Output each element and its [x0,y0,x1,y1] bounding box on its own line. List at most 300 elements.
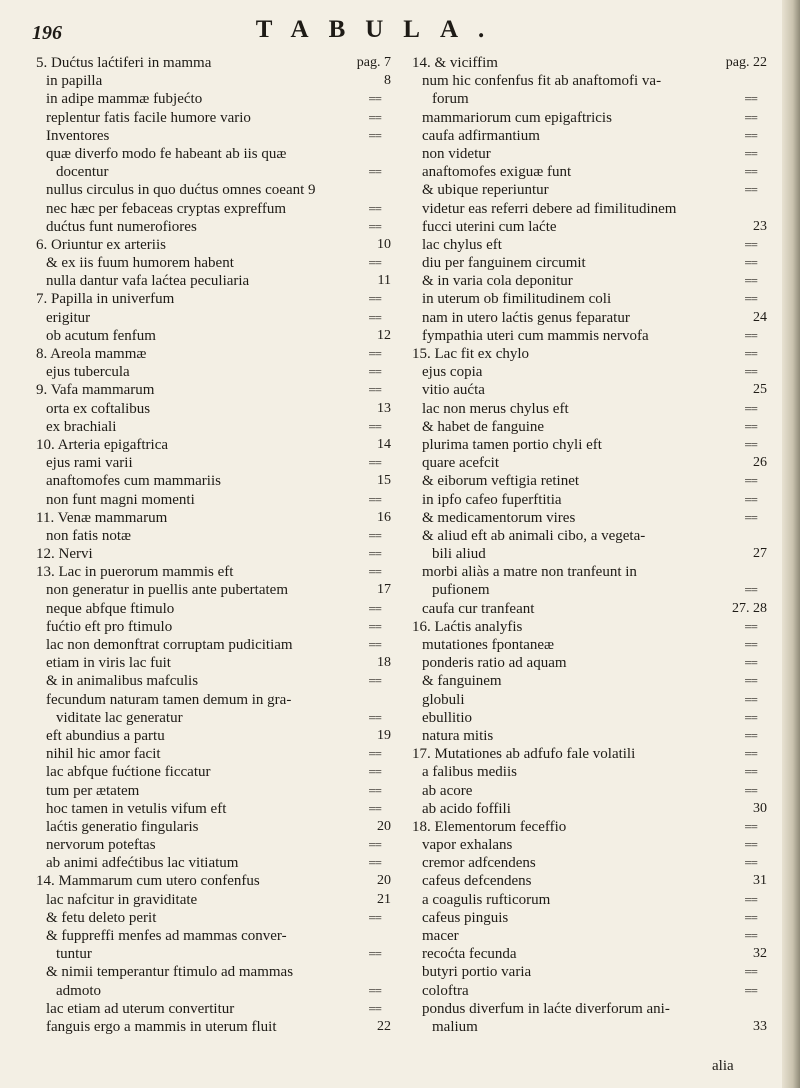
entry-text: vapor exhalans [422,837,513,854]
ditto-mark: == [368,637,381,652]
entry-page-number: 32 [753,946,767,962]
index-entry [36,309,391,327]
ditto-mark: == [368,491,381,507]
index-entry [412,345,767,363]
entry-page-number: 17 [377,582,391,598]
entry-text: ab acore [422,782,473,799]
entry-text: globuli [422,691,465,708]
index-entry [36,782,391,800]
ditto-mark: == [368,800,381,816]
entry-text: 9. Vafa mammarum [36,382,155,399]
entry-text: nam in utero laćtis genus feparatur [422,309,630,326]
index-entry [36,363,391,381]
entry-text: 12. Nervi [36,546,93,563]
index-entry [36,909,391,927]
index-entry [36,836,391,854]
index-entry [412,563,767,581]
index-entry [412,527,767,545]
entry-text: ab animi adfećtibus lac vitiatum [46,855,239,872]
index-entry [36,90,391,108]
entry-text: in uterum ob fimilitudinem coli [422,291,612,308]
ditto-mark: == [744,709,757,725]
entry-page-number: 33 [753,1018,767,1034]
entry-page-number: 20 [377,818,391,834]
entry-text: nihil hic amor facit [46,746,161,763]
entry-text: 16. Laćtis analyfis [412,618,523,635]
entry-text: caufa cur tranfeant [422,600,535,617]
entry-text: ebullitio [422,709,472,726]
index-entry [412,436,767,454]
index-entry [36,563,391,581]
index-entry [36,545,391,563]
index-entry [412,872,767,890]
index-entry [412,363,767,381]
entry-text: fecundum naturam tamen demum in gra- [46,691,292,708]
entry-page-number: 23 [753,218,767,234]
ditto-mark: == [744,273,757,289]
index-entry [36,218,391,236]
index-entry [412,600,767,618]
index-column-left [36,54,391,1036]
index-entry [412,400,767,418]
entry-page-number: pag. 7 [356,55,391,70]
entry-text: viditate lac generatur [56,709,183,726]
ditto-mark: == [744,400,757,416]
entry-text: lac etiam ad uterum convertitur [46,1000,235,1017]
entry-page-number: 30 [753,800,767,816]
entry-text: 11. Venæ mammarum [36,509,168,526]
ditto-mark: == [744,637,757,652]
index-entry [36,854,391,872]
index-entry [36,636,391,654]
ditto-mark: == [368,564,381,580]
index-entry [36,145,391,163]
index-entry [412,309,767,327]
ditto-mark: == [744,491,757,507]
entry-text: fympathia uteri cum mammis nervofa [422,327,649,344]
entry-text: a falibus mediis [422,764,517,781]
index-entry [412,236,767,254]
entry-text: videtur eas referri debere ad fimilitudinem [422,200,677,217]
ditto-mark: == [368,346,381,361]
entry-text: cremor adfcendens [422,855,536,872]
index-entry [36,200,391,218]
ditto-mark: == [368,127,381,143]
ditto-mark: == [368,746,381,762]
entry-text: replentur fatis facile humore vario [46,109,251,126]
ditto-mark: == [744,91,757,107]
index-entry [36,872,391,890]
entry-text: ob acutum fenfum [46,327,156,344]
ditto-mark: == [744,909,757,925]
index-entry [36,672,391,690]
ditto-mark: == [744,618,757,634]
index-entry [412,54,767,72]
ditto-mark: == [368,164,381,180]
page-header [0,8,780,48]
ditto-mark: == [744,928,757,943]
entry-text: ponderis ratio ad aquam [422,655,567,672]
ditto-mark: == [744,837,757,853]
entry-text: natura mitis [422,727,494,744]
index-entry [36,581,391,599]
index-entry [412,454,767,472]
index-entry [36,181,391,199]
entry-page-number: 19 [377,727,391,743]
entry-page-number: 27. 28 [732,600,767,616]
ditto-mark: == [744,655,757,671]
entry-text: fanguis ergo a mammis in uterum fluit [46,1018,277,1035]
entry-text: a coagulis rufticorum [422,891,551,908]
entry-text: 14. & viciffim [412,55,498,71]
ditto-mark: == [368,309,381,325]
ditto-mark: == [368,200,381,216]
index-entry [412,181,767,199]
entry-text: lac abfque fućtione ficcatur [46,764,211,781]
index-entry [412,491,767,509]
entry-page-number: 24 [753,309,767,325]
index-entry [412,272,767,290]
entry-text: non funt magni momenti [46,491,195,508]
ditto-mark: == [368,618,381,634]
ditto-mark: == [744,782,757,798]
ditto-mark: == [368,982,381,998]
index-entry [36,72,391,90]
index-entry [412,72,767,90]
entry-text: bili aliud [432,546,486,563]
entry-page-number: pag. 22 [725,55,767,70]
entry-page-number: 11 [377,273,391,289]
entry-text: tum per ætatem [46,782,140,799]
index-entry [412,854,767,872]
index-entry [36,345,391,363]
ditto-mark: == [368,855,381,871]
entry-text: anaftomofes exiguæ funt [422,164,572,181]
entry-text: anaftomofes cum mammariis [46,473,221,490]
index-entry [412,290,767,308]
index-entry [412,618,767,636]
entry-text: cafeus defcendens [422,873,532,890]
index-entry [412,709,767,727]
entry-text: coloftra [422,982,469,999]
index-entry [36,472,391,490]
index-entry [412,727,767,745]
ditto-mark: == [744,436,757,452]
index-entry [36,109,391,127]
entry-text: 6. Oriuntur ex arteriis [36,236,166,253]
ditto-mark: == [744,145,757,161]
index-entry [36,945,391,963]
index-entry [412,581,767,599]
entry-text: 7. Papilla in univerfum [36,291,175,308]
entry-text: & in animalibus mafculis [46,673,199,690]
index-entry [412,818,767,836]
index-entry [36,1000,391,1018]
entry-text: nec hæc per febaceas cryptas expreffum [46,200,287,217]
entry-text: nullus circulus in quo dućtus omnes coeant 9 [46,182,316,199]
index-entry [412,654,767,672]
entry-text: 18. Elementorum feceffio [412,818,567,835]
entry-text: 8. Areola mammæ [36,346,147,362]
ditto-mark: == [368,255,381,271]
entry-page-number: 18 [377,655,391,671]
entry-text: & aliud eft ab animali cibo, a vegeta- [422,527,646,544]
entry-text: 15. Lac fit ex chylo [412,346,530,362]
entry-text: vitio aućta [422,382,485,399]
index-entry [412,672,767,690]
index-entry [36,763,391,781]
entry-page-number: 15 [377,473,391,489]
index-entry [36,272,391,290]
entry-text: non videtur [422,145,491,162]
entry-text: & nimii temperantur ftimulo ad mammas [46,964,294,981]
entry-text: caufa adfirmantium [422,127,540,144]
index-entry [412,636,767,654]
index-entry [36,127,391,145]
index-entry [412,782,767,800]
entry-text: & ex iis fuum humorem habent [46,255,234,272]
entry-text: quare acefcit [422,455,500,472]
ditto-mark: == [744,691,757,707]
entry-text: mutationes fpontaneæ [422,637,555,653]
ditto-mark: == [744,291,757,307]
entry-text: laćtis generatio fingularis [46,818,199,835]
ditto-mark: == [744,418,757,434]
entry-page-number: 12 [377,327,391,343]
index-entry [36,454,391,472]
entry-text: mammariorum cum epigaftricis [422,109,612,126]
entry-text: erigitur [46,309,91,326]
index-entry [412,691,767,709]
ditto-mark: == [744,127,757,143]
ditto-mark: == [368,546,381,562]
index-entry [36,1018,391,1036]
ditto-mark: == [368,709,381,725]
index-entry [412,836,767,854]
ditto-mark: == [744,673,757,689]
index-entry [412,927,767,945]
ditto-mark: == [368,91,381,107]
index-entry [36,600,391,618]
entry-page-number: 16 [377,509,391,525]
ditto-mark: == [368,600,381,616]
index-entry [36,381,391,399]
ditto-mark: == [744,364,757,380]
index-entry [36,327,391,345]
entry-text: & fetu deleto perit [46,909,157,926]
ditto-mark: == [744,982,757,998]
index-entry [36,818,391,836]
index-entry [412,145,767,163]
entry-text: 14. Mammarum cum utero confenfus [36,873,260,890]
index-entry [412,1000,767,1018]
index-entry [412,218,767,236]
entry-text: Inventores [46,127,110,144]
entry-text: nulla dantur vafa laćtea peculiaria [46,273,250,290]
ditto-mark: == [368,382,381,398]
ditto-mark: == [368,837,381,853]
index-entry [36,691,391,709]
ditto-mark: == [368,418,381,434]
entry-text: butyri portio varia [422,964,532,981]
entry-text: num hic confenfus fit ab anaftomofi va- [422,73,662,90]
entry-text: & fuppreffi menfes ad mammas conver- [46,928,287,944]
index-entry [412,763,767,781]
index-entry [36,436,391,454]
entry-page-number: 13 [377,400,391,416]
ditto-mark: == [744,109,757,125]
index-entry [412,1018,767,1036]
index-entry [36,163,391,181]
entry-text: non generatur in puellis ante pubertatem [46,582,288,599]
entry-text: diu per fanguinem circumit [422,255,586,272]
entry-text: morbi aliàs a matre non tranfeunt in [422,564,637,581]
page-edge [782,0,800,1088]
entry-page-number: 27 [753,546,767,562]
index-entry [36,254,391,272]
index-entry [412,745,767,763]
entry-text: lac non merus chylus eft [422,400,569,417]
ditto-mark: == [744,746,757,762]
ditto-mark: == [744,964,757,980]
ditto-mark: == [744,473,757,489]
entry-text: & in varia cola deponitur [422,273,573,290]
index-entry [412,90,767,108]
entry-text: in adipe mammæ fubjećto [46,91,203,108]
index-entry [412,163,767,181]
entry-text: 5. Dućtus laćtiferi in mamma [36,55,212,71]
index-entry [36,509,391,527]
entry-text: quæ diverfo modo fe habeant ab iis quæ [46,145,287,162]
entry-text: orta ex coftalibus [46,400,151,417]
catchword: alia [712,1058,734,1074]
ditto-mark: == [368,364,381,380]
entry-text: eft abundius a partu [46,727,165,744]
index-entry [36,418,391,436]
entry-page-number: 26 [753,455,767,471]
ditto-mark: == [368,291,381,307]
index-entry [412,963,767,981]
entry-text: lac chylus eft [422,236,502,253]
index-entry [412,327,767,345]
entry-page-number: 10 [377,236,391,252]
index-entry [412,800,767,818]
entry-text: in papilla [46,73,103,90]
ditto-mark: == [368,109,381,125]
ditto-mark: == [744,182,757,198]
ditto-mark: == [368,764,381,780]
ditto-mark: == [744,891,757,907]
ditto-mark: == [368,782,381,798]
index-entry [412,381,767,399]
entry-text: & habet de fanguine [422,418,545,435]
entry-text: etiam in viris lac fuit [46,655,171,672]
index-entry [36,727,391,745]
entry-text: pondus diverfum in laćte diverforum ani- [422,1000,670,1017]
running-title: TABULA. [255,16,505,43]
ditto-mark: == [744,582,757,598]
entry-text: fućtio eft pro ftimulo [46,618,173,635]
index-entry [36,654,391,672]
index-entry [412,418,767,436]
ditto-mark: == [744,327,757,343]
index-entry [412,472,767,490]
index-entry [36,400,391,418]
entry-text: lac non demonftrat corruptam pudicitiam [46,637,293,653]
index-entry [36,963,391,981]
index-entry [36,54,391,72]
page-number: 196 [32,22,62,44]
index-entry [36,491,391,509]
entry-text: ejus tubercula [46,364,130,381]
ditto-mark: == [744,727,757,743]
ditto-mark: == [744,164,757,180]
entry-page-number: 25 [753,382,767,398]
ditto-mark: == [744,855,757,871]
ditto-mark: == [744,818,757,834]
entry-text: nervorum poteftas [46,837,156,854]
entry-text: dućtus funt numerofiores [46,218,197,235]
index-entry [36,618,391,636]
entry-text: plurima tamen portio chyli eft [422,436,602,453]
entry-text: & eiborum veftigia retinet [422,473,580,490]
index-entry [36,800,391,818]
entry-text: & fanguinem [422,673,502,690]
entry-text: recoćta fecunda [422,946,517,963]
entry-text: 17. Mutationes ab adfufo fale volatili [412,746,636,763]
entry-text: ex brachiali [46,418,117,435]
index-entry [412,909,767,927]
index-entry [36,927,391,945]
entry-page-number: 21 [377,891,391,907]
entry-text: lac nafcitur in graviditate [46,891,198,908]
entry-text: cafeus pinguis [422,909,509,926]
entry-text: docentur [56,164,109,181]
index-entry [36,709,391,727]
ditto-mark: == [368,455,381,471]
entry-text: malium [432,1018,478,1035]
entry-page-number: 20 [377,873,391,889]
index-entry [36,236,391,254]
ditto-mark: == [744,346,757,361]
ditto-mark: == [368,909,381,925]
entry-page-number: 31 [753,873,767,889]
entry-page-number: 14 [377,436,391,452]
entry-text: forum [432,91,469,108]
index-entry [412,109,767,127]
entry-text: 10. Arteria epigaftrica [36,436,169,453]
index-entry [412,127,767,145]
entry-text: admoto [56,982,101,999]
index-column-right [412,54,767,1036]
index-entry [412,891,767,909]
entry-text: ejus copia [422,364,483,381]
index-entry [412,509,767,527]
ditto-mark: == [368,673,381,689]
ditto-mark: == [744,509,757,525]
entry-text: ab acido foffili [422,800,511,817]
entry-text: pufionem [432,582,490,599]
index-entry [36,891,391,909]
index-entry [412,982,767,1000]
index-entry [36,290,391,308]
entry-text: fucci uterini cum laćte [422,218,557,235]
entry-text: macer [422,928,459,944]
entry-text: 13. Lac in puerorum mammis eft [36,564,234,581]
entry-text: in ipfo cafeo fuperftitia [422,491,562,508]
entry-text: & ubique reperiuntur [422,182,549,199]
ditto-mark: == [368,218,381,234]
